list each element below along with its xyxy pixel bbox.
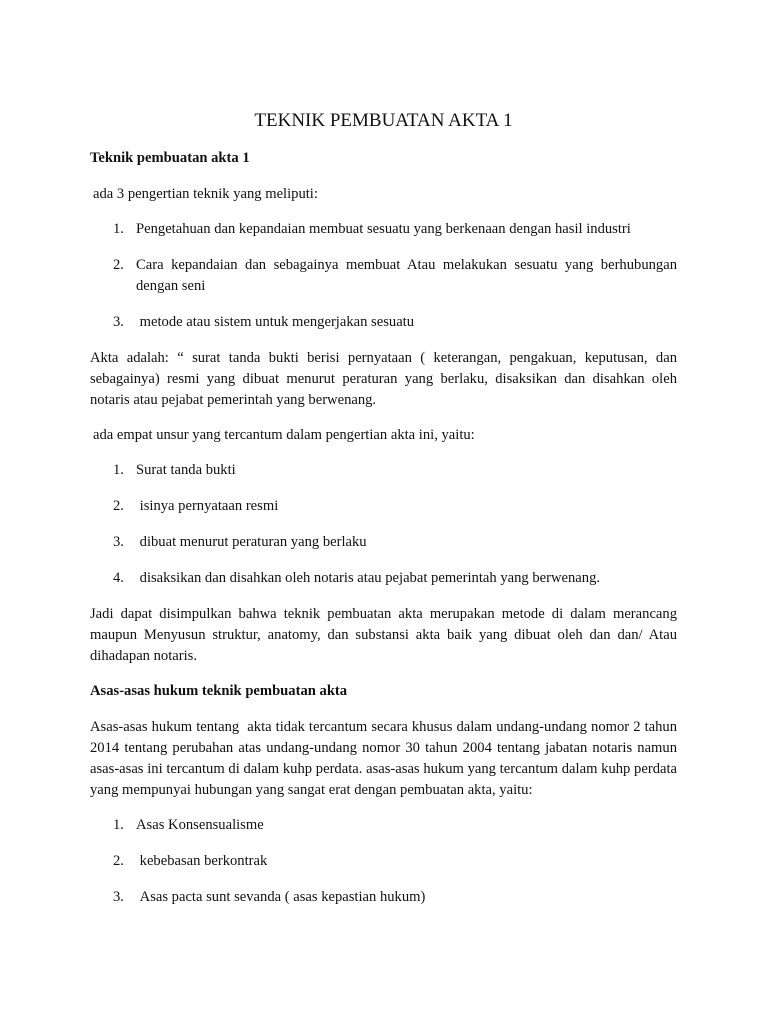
conclusion-paragraph: Jadi dapat disimpulkan bahwa teknik pembuatan akta merupakan metode di dalam merancang maupun Menyusun struktur, anatomy, dan substansi akta baik yang dibuat oleh dan dan/ Atau dihadapan notaris. [90, 606, 677, 664]
list-number: 2. [113, 257, 124, 273]
list-item [90, 851, 677, 872]
list-item [90, 460, 677, 481]
section-heading-asas: Asas-asas hukum teknik pembuatan akta [90, 683, 348, 699]
list-item [90, 312, 677, 333]
list-number: 1. [113, 221, 124, 237]
list-item-text: disaksikan dan disahkan oleh notaris atau pejabat pemerintah yang berwenang. [136, 570, 601, 586]
list-item [90, 568, 677, 589]
list-item-text: dibuat menurut peraturan yang berlaku [136, 534, 367, 550]
list-number: 3. [113, 889, 124, 905]
akta-definition-paragraph: Akta adalah: “ surat tanda bukti berisi pernyataan ( keterangan, pengakuan, keputusan, dan sebagainya) resmi yang dibuat menurut peraturan yang berlaku, disaksikan dan disahkan oleh notaris atau pejabat pemerintah yang berwenang. [90, 350, 677, 408]
section-heading-teknik: Teknik pembuatan akta 1 [90, 150, 250, 166]
list-number: 1. [113, 462, 124, 478]
list-item-text: Asas pacta sunt sevanda ( asas kepastian hukum) [136, 889, 426, 905]
list-number: 2. [113, 498, 124, 514]
list-item-text: kebebasan berkontrak [136, 853, 268, 869]
list-item [90, 255, 677, 297]
list-item [90, 887, 677, 908]
intro-paragraph: ada 3 pengertian teknik yang meliputi: [93, 186, 318, 202]
asas-body-paragraph: Asas-asas hukum tentang akta tidak tercantum secara khusus dalam undang-undang nomor 2 tahun 2014 tentang perubahan atas undang-undang nomor 30 tahun 2004 tentang jabatan notaris namun asas-asas ini tercantum di dalam kuhp perdata. asas-asas hukum yang tercantum dalam kuhp perdata yang mempunyai hubungan yang sangat erat dengan pembuatan akta, yaitu: [90, 719, 681, 798]
list-item [90, 496, 677, 517]
document-content [90, 108, 681, 923]
list-number: 4. [113, 570, 124, 586]
list-item [90, 532, 677, 553]
list-number: 2. [113, 853, 124, 869]
list-item-text: metode atau sistem untuk mengerjakan sesuatu [136, 314, 415, 330]
list-number: 1. [113, 817, 124, 833]
asas-list [90, 815, 677, 908]
teknik-definition-list [90, 219, 677, 333]
list-number: 3. [113, 314, 124, 330]
list-item-text: isinya pernyataan resmi [136, 498, 279, 514]
list-item-text: Asas Konsensualisme [136, 817, 264, 833]
unsur-list [90, 460, 677, 589]
unsur-intro-paragraph: ada empat unsur yang tercantum dalam pengertian akta ini, yaitu: [93, 427, 475, 443]
document-title: TEKNIK PEMBUATAN AKTA 1 [254, 110, 513, 131]
list-item [90, 219, 677, 240]
list-item-text: Surat tanda bukti [136, 462, 236, 478]
list-item-text: Pengetahuan dan kepandaian membuat sesuatu yang berkenaan dengan hasil industri [136, 221, 631, 237]
list-number: 3. [113, 534, 124, 550]
list-item [90, 815, 677, 836]
list-item-text: Cara kepandaian dan sebagainya membuat Atau melakukan sesuatu yang berhubungan dengan seni [136, 257, 677, 294]
